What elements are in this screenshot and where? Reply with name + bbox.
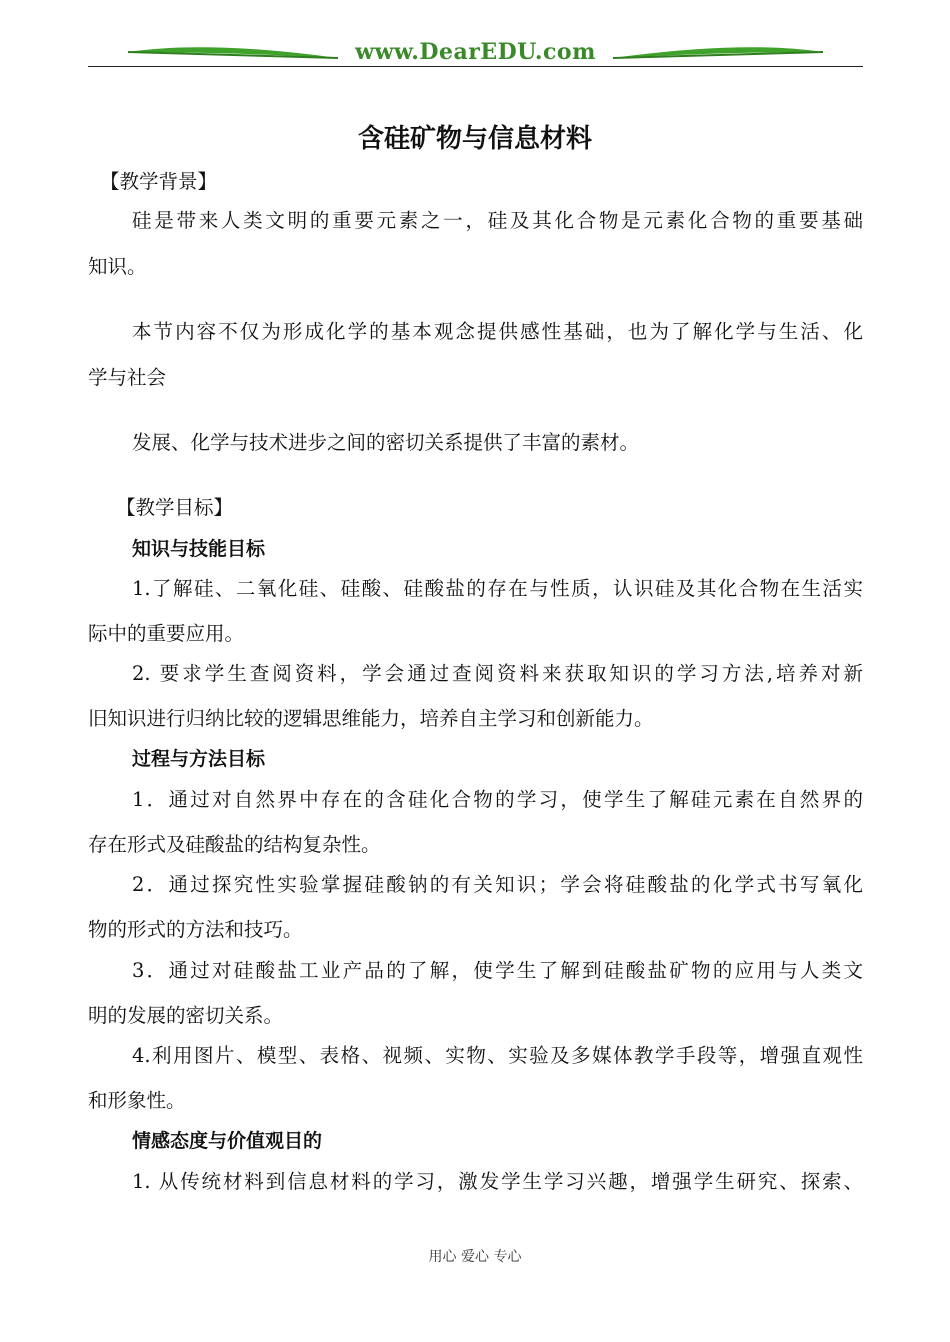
list-item-line: 物的形式的方法和技巧。	[88, 918, 303, 941]
list-item-line: 4.利用图片、模型、表格、视频、实物、实验及多媒体教学手段等，增强直观性	[132, 1044, 863, 1067]
paragraph-line: 发展、化学与技术进步之间的密切关系提供了丰富的素材。	[132, 431, 640, 454]
paragraph-line: 学与社会	[88, 366, 167, 389]
list-item-line: 1. 从传统材料到信息材料的学习，激发学生学习兴趣，增强学生研究、探索、	[132, 1170, 863, 1193]
paragraph-line: 硅是带来人类文明的重要元素之一，硅及其化合物是元素化合物的重要基础	[132, 209, 863, 232]
subheading-knowledge: 知识与技能目标	[132, 538, 266, 560]
list-item-line: 1.了解硅、二氧化硅、硅酸、硅酸盐的存在与性质，认识硅及其化合物在生活实	[132, 577, 863, 600]
section-heading-background: 【教学背景】	[100, 170, 218, 193]
section-heading-goals: 【教学目标】	[116, 496, 234, 519]
list-item-line: 1．通过对自然界中存在的含硅化合物的学习，使学生了解硅元素在自然界的	[132, 788, 863, 811]
list-item-line: 明的发展的密切关系。	[88, 1004, 284, 1027]
list-item-line: 和形象性。	[88, 1089, 186, 1112]
subheading-emotion: 情感态度与价值观目的	[132, 1130, 323, 1152]
list-item-line: 2．通过探究性实验掌握硅酸钠的有关知识；学会将硅酸盐的化学式书写氧化	[132, 873, 863, 896]
paragraph-line: 本节内容不仅为形成化学的基本观念提供感性基础，也为了解化学与生活、化	[132, 320, 863, 343]
page-footer: 用心 爱心 专心	[428, 1249, 522, 1265]
list-item-line: 3．通过对硅酸盐工业产品的了解，使学生了解到硅酸盐矿物的应用与人类文	[132, 959, 863, 982]
header-divider	[88, 66, 863, 67]
list-item-line: 际中的重要应用。	[88, 622, 245, 645]
page-title: 含硅矿物与信息材料	[357, 124, 592, 154]
site-url[interactable]: www.DearEDU.com	[355, 39, 596, 65]
list-item-line: 存在形式及硅酸盐的结构复杂性。	[88, 833, 381, 856]
list-item-line: 2. 要求学生查阅资料，学会通过查阅资料来获取知识的学习方法,培养对新	[132, 662, 863, 685]
subheading-process: 过程与方法目标	[132, 748, 266, 770]
paragraph-line: 知识。	[88, 255, 147, 278]
list-item-line: 旧知识进行归纳比较的逻辑思维能力，培养自主学习和创新能力。	[88, 707, 654, 730]
